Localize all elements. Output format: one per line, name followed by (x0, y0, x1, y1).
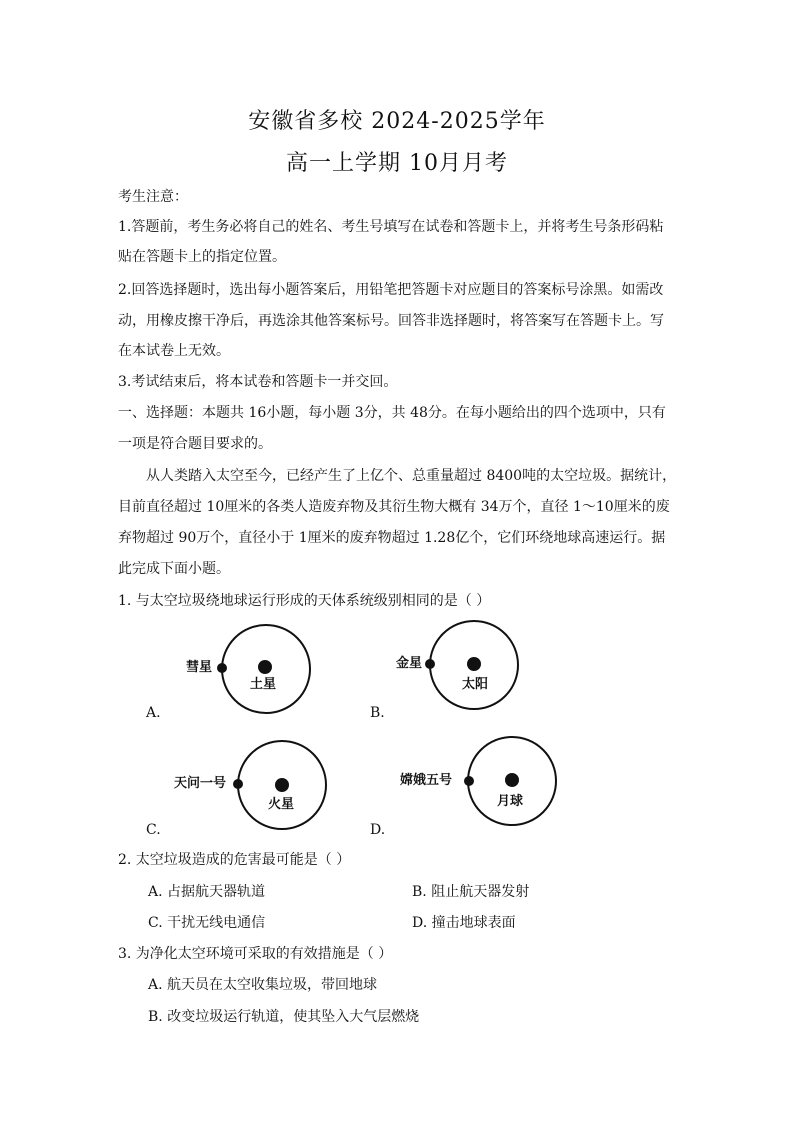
q1-option-c (146, 737, 346, 842)
orbiting-body-dot (217, 663, 227, 673)
q1-option-a (146, 620, 326, 725)
notice-item1-line1: 1.答题前，考生务必将自己的姓名、考生号填写在试卷和答题卡上，并将考生号条形码粘 (118, 219, 664, 235)
exam-title-line2: 高一上学期 10月月考 (286, 151, 508, 176)
q2-option-c: C. 干扰无线电通信 (148, 915, 266, 931)
q1-option-b-letter: B. (370, 705, 385, 721)
notice-heading: 考生注意： (118, 189, 188, 205)
orbiting-body-dot (464, 776, 474, 786)
q2-option-b: B. 阻止航天器发射 (412, 884, 530, 900)
q1-option-a-orbit-diagram (146, 620, 326, 725)
q3-stem: 3. 为净化太空环境可采取的有效措施是（ ） (118, 946, 393, 962)
notice-item2-line2: 动，用橡皮擦干净后，再选涂其他答案标号。回答非选择题时，将答案写在答题卡上。写 (118, 313, 664, 329)
q1-option-c-center-label: 火星 (268, 797, 295, 812)
q1-option-d (370, 735, 570, 840)
q2-option-d: D. 撞击地球表面 (412, 915, 516, 931)
q2-stem: 2. 太空垃圾造成的危害最可能是（ ） (118, 852, 351, 868)
notice-item1-line2: 贴在答题卡上的指定位置。 (118, 249, 286, 265)
notice-item3: 3.考试结束后，将本试卷和答题卡一并交回。 (118, 374, 398, 390)
q1-option-a-letter: A. (146, 705, 161, 721)
central-body-dot (258, 660, 272, 674)
q1-option-b-orbiter-label: 金星 (396, 656, 423, 671)
section1-heading-line2: 一项是符合题目要求的。 (118, 436, 272, 452)
orbiting-body-dot (233, 779, 243, 789)
passage-line1: 从人类踏入太空至今，已经产生了上亿个、总重量超过 8400吨的太空垃圾。据统计， (146, 468, 677, 484)
q1-stem: 1. 与太空垃圾绕地球运行形成的天体系统级别相同的是（ ） (118, 593, 491, 609)
q1-option-b-center-label: 太阳 (462, 677, 489, 692)
q3-option-b: B. 改变垃圾运行轨道，使其坠入大气层燃烧 (148, 1009, 420, 1025)
notice-item2-line1: 2.回答选择题时，选出每小题答案后，用铅笔把答题卡对应题目的答案标号涂黑。如需改 (118, 282, 664, 298)
q1-option-a-center-label: 土星 (250, 677, 277, 692)
passage-line2: 目前直径超过 10厘米的各类人造废弃物及其衍生物大概有 34万个，直径 1～10厘米的废 (118, 499, 670, 515)
central-body-dot (275, 778, 289, 792)
central-body-dot (467, 657, 481, 671)
q1-option-d-center-label: 月球 (497, 794, 524, 809)
orbiting-body-dot (425, 659, 435, 669)
central-body-dot (505, 773, 519, 787)
q3-option-a: A. 航天员在太空收集垃圾，带回地球 (148, 977, 378, 993)
q2-option-a: A. 占据航天器轨道 (148, 884, 266, 900)
q1-option-c-letter: C. (146, 822, 161, 838)
passage-line4: 此完成下面小题。 (118, 561, 230, 577)
section1-heading-line1: 一、选择题：本题共 16小题，每小题 3分，共 48分。在每小题给出的四个选项中，只有 (118, 405, 666, 421)
q1-option-d-orbiter-label: 嫦娥五号 (400, 773, 453, 788)
exam-title-line1: 安徽省多校 2024-2025学年 (248, 109, 546, 134)
q1-option-d-letter: D. (370, 822, 386, 838)
notice-item2-line3: 在本试卷上无效。 (118, 343, 230, 359)
passage-line3: 弃物超过 90万个，直径小于 1厘米的废弃物超过 1.28亿个，它们环绕地球高速运行。据 (118, 530, 666, 546)
q1-option-b (370, 618, 550, 723)
q1-option-a-orbiter-label: 彗星 (186, 660, 213, 675)
q1-option-c-orbiter-label: 天问一号 (174, 776, 227, 791)
